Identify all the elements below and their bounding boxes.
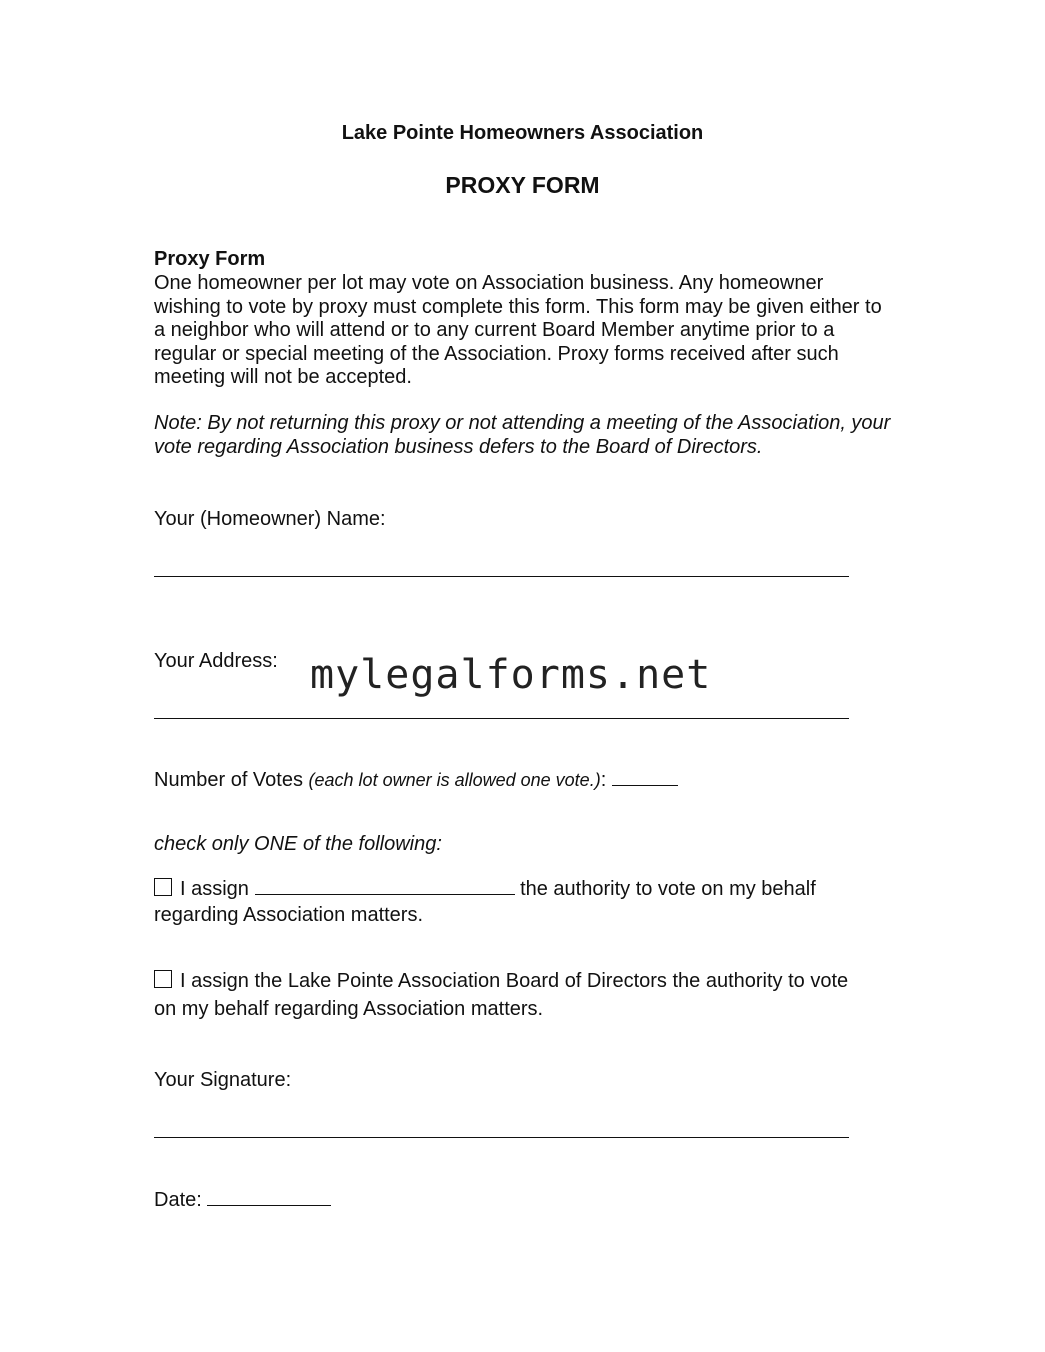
option2-line2: on my behalf regarding Association matters.: [154, 998, 544, 1020]
option2-text: I assign the Lake Pointe Association Board of Directors the authority to vote: [180, 970, 849, 992]
option1-line1: [154, 876, 816, 901]
signature-label: Your Signature:: [154, 1069, 292, 1091]
address-label: Your Address:: [154, 650, 278, 672]
watermark-text: mylegalforms.net: [310, 652, 712, 698]
organization-name: Lake Pointe Homeowners Association: [341, 122, 704, 144]
homeowner-name-field[interactable]: [154, 576, 849, 577]
votes-colon: :: [600, 769, 607, 791]
homeowner-name-label: Your (Homeowner) Name:: [154, 508, 386, 530]
note-paragraph: Note: By not returning this proxy or not attending a meeting of the Association, your vote regarding Association business defers to the Board of Directors.: [154, 412, 891, 458]
votes-field[interactable]: [612, 767, 678, 786]
option2-checkbox[interactable]: [154, 970, 172, 988]
votes-note: (each lot owner is allowed one vote.): [308, 770, 601, 790]
option1-prefix: I assign: [180, 878, 249, 900]
votes-label: Number of Votes: [154, 769, 303, 791]
date-label: Date:: [154, 1189, 202, 1211]
signature-field[interactable]: [154, 1137, 849, 1138]
votes-row: [154, 767, 678, 792]
form-title: PROXY FORM: [445, 172, 600, 198]
option1-line2: regarding Association matters.: [154, 904, 424, 926]
date-row: [154, 1187, 331, 1212]
option1-suffix: the authority to vote on my behalf: [520, 878, 816, 900]
section-heading: Proxy Form: [154, 248, 266, 270]
date-field[interactable]: [207, 1187, 331, 1206]
option2-line1: [154, 970, 848, 993]
option1-checkbox[interactable]: [154, 878, 172, 896]
intro-paragraph: One homeowner per lot may vote on Association business. Any homeowner wishing to vote by proxy must complete this form. This form may be given either to a neighbor who will attend or to any current Board Member anytime prior to a regular or special meeting of the Association. Proxy forms received after such meeting will not be accepted.: [154, 272, 882, 388]
proxy-name-field[interactable]: [255, 876, 515, 895]
choice-instruction: check only ONE of the following:: [154, 833, 442, 855]
address-field[interactable]: [154, 718, 849, 719]
